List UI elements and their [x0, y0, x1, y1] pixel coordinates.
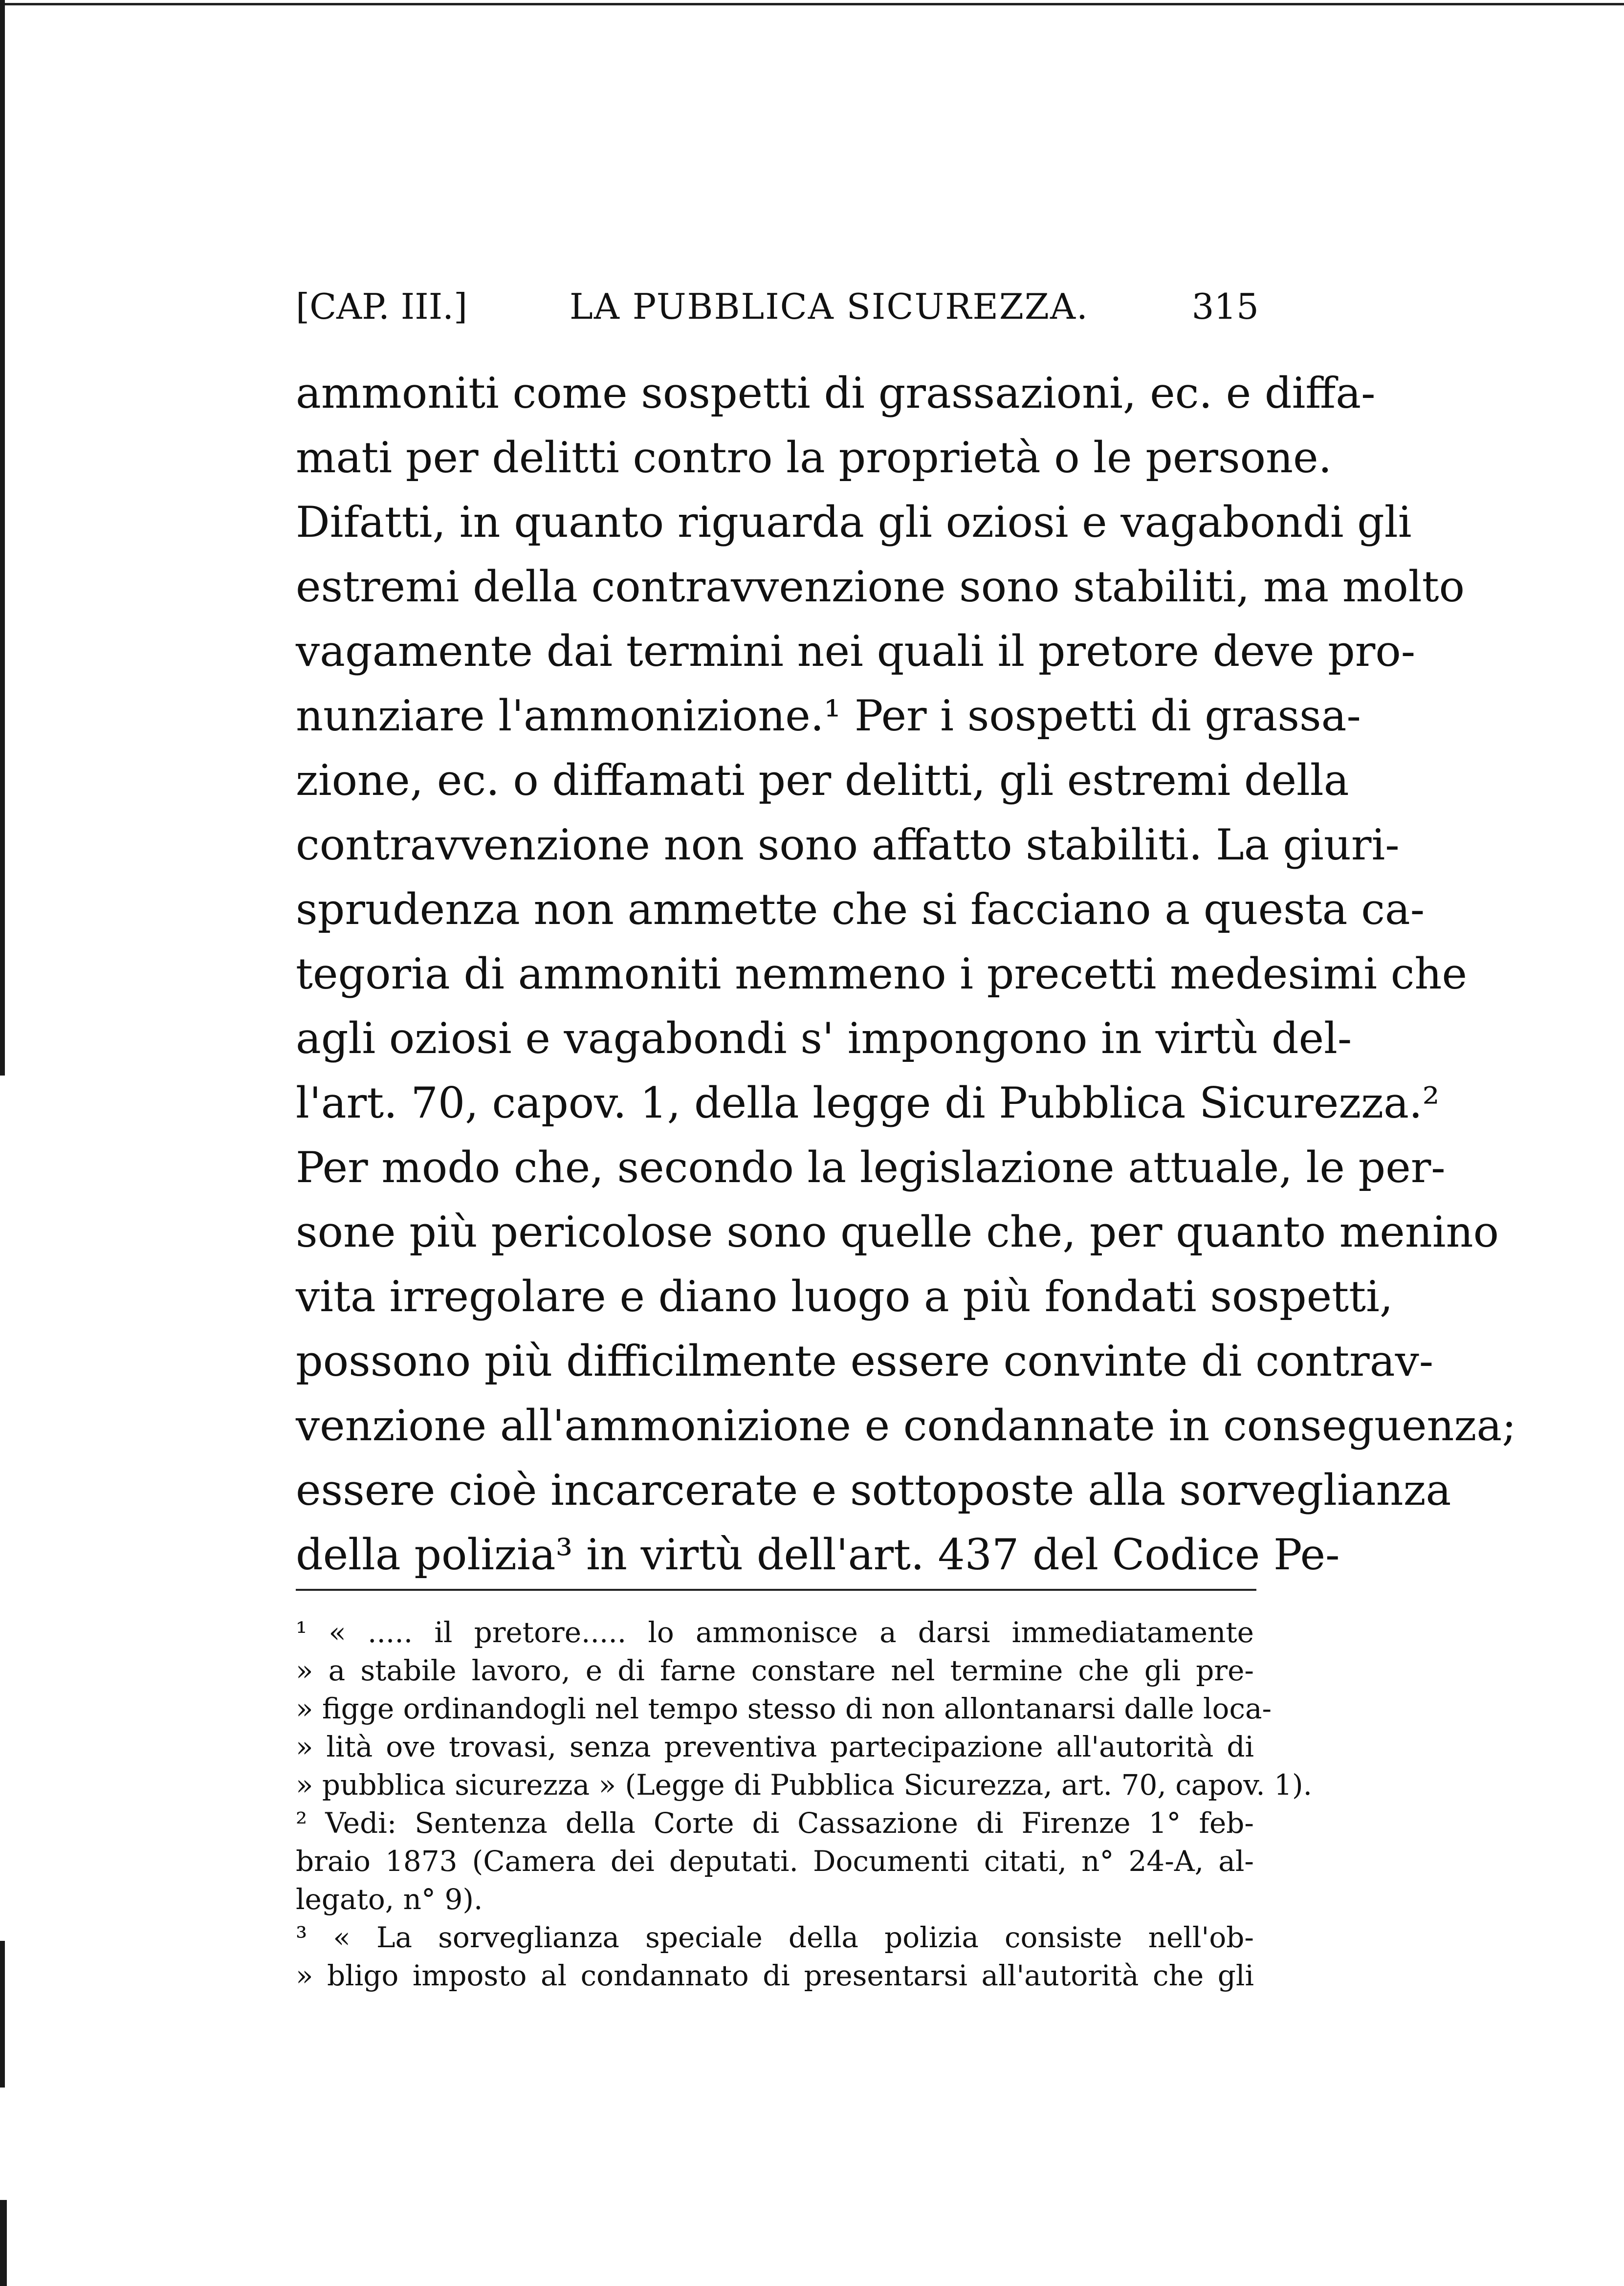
- footnote-line: ¹ « ..... il pretore..... lo ammonisce a darsi immediatamente: [296, 1616, 1254, 1649]
- scan-top-rule: [0, 3, 1624, 5]
- footnotes: [296, 1613, 1313, 1995]
- text-line: Difatti, in quanto riguarda gli oziosi e vagabondi gli: [296, 497, 1412, 547]
- page-number: 315: [1191, 286, 1259, 327]
- text-line: mati per delitti contro la proprietà o le persone.: [296, 433, 1332, 483]
- text-line: venzione all'ammonizione e condannate in conseguenza;: [296, 1401, 1516, 1451]
- footnote-line: » lità ove trovasi, senza preventiva partecipazione all'autorità di: [296, 1730, 1254, 1763]
- text-line: agli oziosi e vagabondi s' impongono in virtù del-: [296, 1013, 1352, 1063]
- chapter-label: [CAP. III.]: [296, 286, 468, 327]
- text-line: contravvenzione non sono affatto stabiliti. La giuri-: [296, 820, 1400, 870]
- text-line: della polizia³ in virtù dell'art. 437 del Codice Pe-: [296, 1530, 1340, 1580]
- footnote-line: » pubblica sicurezza » (Legge di Pubblica Sicurezza, art. 70, capov. 1).: [296, 1768, 1313, 1802]
- text-line: ammoniti come sospetti di grassazioni, ec. e diffa-: [296, 368, 1376, 418]
- footnote-line: ² Vedi: Sentenza della Corte di Cassazione di Firenze 1° feb-: [296, 1806, 1254, 1840]
- text-line: vagamente dai termini nei quali il pretore deve pro-: [296, 626, 1416, 676]
- text-line: nunziare l'ammonizione.¹ Per i sospetti di grassa-: [296, 691, 1361, 741]
- footnote-line: legato, n° 9).: [296, 1883, 483, 1916]
- text-line: sprudenza non ammette che si facciano a questa ca-: [296, 884, 1425, 934]
- scan-left-edge: [0, 0, 5, 1076]
- footnote-line: » a stabile lavoro, e di farne constare nel termine che gli pre-: [296, 1654, 1254, 1687]
- text-line: tegoria di ammoniti nemmeno i precetti medesimi che: [296, 949, 1467, 999]
- scan-left-edge-lower: [0, 1941, 5, 2088]
- footnote-line: » bligo imposto al condannato di presentarsi all'autorità che gli: [296, 1959, 1254, 1992]
- text-line: possono più difficilmente essere convinte di contrav-: [296, 1336, 1434, 1386]
- text-line: zione, ec. o diffamati per delitti, gli estremi della: [296, 755, 1349, 805]
- footnote-line: ³ « La sorveglianza speciale della polizia consiste nell'ob-: [296, 1921, 1254, 1954]
- text-line: vita irregolare e diano luogo a più fondati sospetti,: [296, 1272, 1393, 1321]
- text-line: estremi della contravvenzione sono stabiliti, ma molto: [296, 562, 1465, 612]
- footnote-divider: [296, 1589, 1256, 1591]
- text-line: l'art. 70, capov. 1, della legge di Pubblica Sicurezza.²: [296, 1078, 1440, 1128]
- text-line: essere cioè incarcerate e sottoposte alla sorveglianza: [296, 1465, 1451, 1515]
- running-header: [296, 286, 1259, 340]
- text-line: sone più pericolose sono quelle che, per quanto menino: [296, 1207, 1499, 1257]
- main-text: [296, 361, 1516, 1587]
- text-line: Per modo che, secondo la legislazione attuale, le per-: [296, 1143, 1446, 1192]
- running-title: LA PUBBLICA SICUREZZA.: [570, 286, 1089, 327]
- footnote-line: » figge ordinandogli nel tempo stesso di non allontanarsi dalle loca-: [296, 1692, 1272, 1725]
- scan-left-edge-bottom: [0, 2200, 7, 2286]
- footnote-line: braio 1873 (Camera dei deputati. Documenti citati, n° 24-A, al-: [296, 1845, 1254, 1878]
